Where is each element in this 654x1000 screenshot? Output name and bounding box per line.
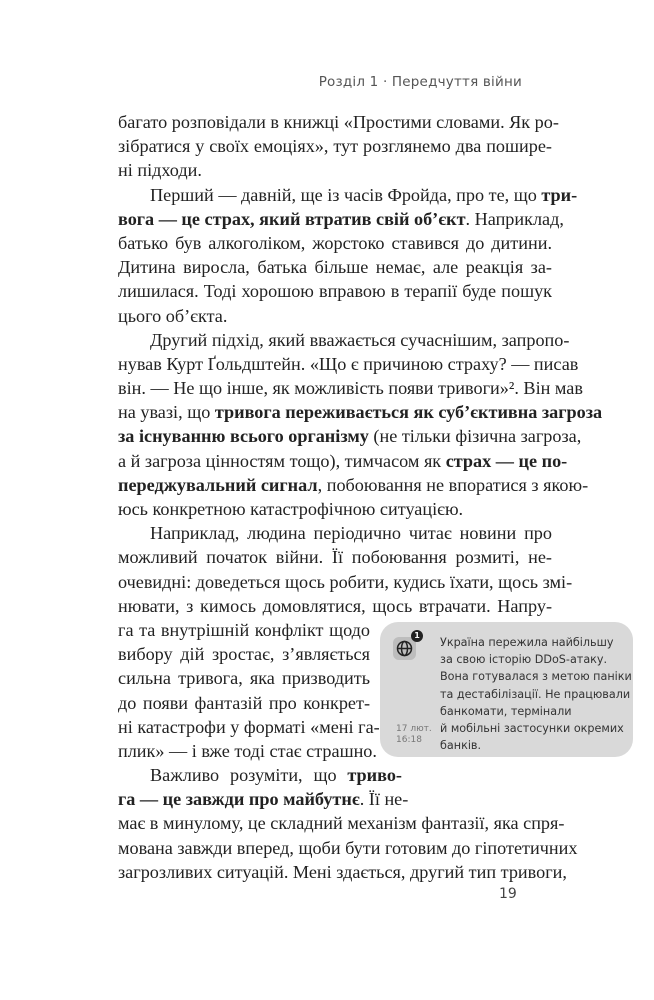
- text-run: га та внутрішній конфлікт щодо: [118, 619, 370, 640]
- text-run: мована завжди вперед, щоби бути готовим до гіпотетичних: [118, 837, 578, 858]
- text-line: [118, 811, 565, 835]
- text-run: ні підходи.: [118, 160, 202, 181]
- bold-text: страх — це по-: [445, 450, 568, 471]
- text-run: можливий початок війни. Її побоювання розмиті, не-: [118, 547, 552, 568]
- text-line: [118, 594, 552, 618]
- message-line: банкомати, термінали: [440, 704, 572, 718]
- message-line: та дестабілізації. Не працювали: [440, 687, 631, 701]
- text-run: батько був алкоголіком, жорстоко ставився до дитини.: [118, 232, 552, 253]
- text-line: [118, 279, 552, 303]
- text-run: , побоювання не впоратися з якою-: [317, 474, 589, 495]
- text-line: [118, 400, 603, 424]
- bold-text: три-: [541, 184, 578, 205]
- text-line: [118, 787, 409, 811]
- text-run: він. — Не що інше, як можливість появи тривоги»². Він мав: [118, 378, 583, 399]
- text-run: сильна тривога, яка призводить: [118, 668, 370, 689]
- bold-text: тривога переживається як суб’єктивна загроза: [214, 402, 603, 423]
- text-line: [118, 231, 552, 255]
- message-line: Україна пережила найбільшу: [440, 636, 614, 649]
- text-run: вибору дій зростає, з’являється: [118, 644, 370, 665]
- text-line: [118, 570, 573, 594]
- text-line: [118, 424, 582, 448]
- body-text: [118, 110, 603, 884]
- notification-time: 16:18: [396, 735, 422, 745]
- notification-card: [380, 622, 633, 757]
- text-run: . Її не-: [359, 789, 409, 810]
- text-line: [118, 207, 564, 231]
- text-run: на увазі, що: [118, 402, 215, 423]
- text-line: [118, 328, 570, 352]
- text-line: [118, 618, 370, 642]
- text-line: [118, 134, 552, 158]
- text-line: [118, 666, 370, 690]
- bold-text: переджувальний сигнал: [118, 474, 318, 495]
- text-run: Дитина виросла, батька більше немає, але реакція за-: [118, 257, 552, 278]
- text-run: ні катастрофи у форматі «мені га-: [118, 716, 380, 737]
- text-line: [118, 183, 578, 207]
- message-line: й мобільні застосунки окремих: [440, 722, 624, 736]
- text-run: Важливо розуміти, що: [150, 765, 348, 786]
- text-run: очевидні: доведеться щось робити, кудись їхати, щось змі-: [118, 571, 573, 592]
- running-header: Розділ 1 · Передчуття війни: [318, 74, 522, 90]
- text-line: [118, 376, 583, 400]
- text-run: багато розповідали в книжці «Простими словами. Як ро-: [118, 112, 559, 132]
- text-run: нував Курт Ґольдштейн. «Що є причиною страху? — писав: [118, 353, 579, 374]
- text-run: лишилася. Тоді хорошою вправою в терапії буде пошук: [118, 281, 552, 302]
- text-line: [118, 449, 568, 473]
- text-run: Перший — давній, ще із часів Фройда, про те, що: [150, 184, 542, 205]
- bold-text: га — це завжди про майбутнє: [118, 789, 360, 810]
- message-line: за свою історію DDoS-атаку.: [440, 653, 608, 667]
- text-run: а й загроза цінностям тощо), тимчасом як: [118, 450, 446, 471]
- text-run: (не тільки фізична загроза,: [368, 426, 582, 447]
- text-run: нювати, з кимось домовлятися, щось втрачати. Напру-: [118, 595, 552, 616]
- text-run: Наприклад, людина періодично читає новини про: [150, 523, 552, 544]
- text-line: [118, 497, 552, 521]
- text-line: [118, 110, 559, 134]
- text-run: загрозливих ситуацій. Мені здається, другий тип тривоги,: [118, 861, 567, 882]
- text-line: [118, 691, 370, 715]
- message-line: банків.: [440, 739, 482, 753]
- bold-text: вога — це страх, який втратив свій об’єкт: [118, 208, 466, 229]
- bold-text: за існуванню всього організму: [118, 426, 369, 447]
- text-line: [118, 739, 377, 763]
- text-run: юсь конкретною катастрофічною ситуацією.: [118, 499, 464, 519]
- text-run: до появи фантазій про конкрет-: [118, 692, 370, 713]
- text-line: [118, 860, 567, 884]
- text-line: [118, 642, 370, 666]
- text-line: [118, 304, 552, 328]
- notification-badge: 1: [411, 630, 423, 642]
- text-run: має в минулому, це складний механізм фантазії, яка спря-: [118, 813, 565, 834]
- message-line: Вона готувалася з метою паніки: [440, 670, 632, 684]
- text-line: [118, 255, 552, 279]
- text-line: [118, 473, 589, 497]
- text-run: Другий підхід, який вважається сучаснішим, запропо-: [150, 329, 570, 350]
- text-run: цього об’єкта.: [118, 305, 228, 326]
- page-number: 19: [499, 886, 517, 902]
- notification-message: [440, 634, 630, 754]
- notification-timestamp: [396, 724, 432, 746]
- text-line: [118, 545, 552, 569]
- text-line: [118, 763, 402, 787]
- text-line: [118, 521, 552, 545]
- text-line: [118, 715, 380, 739]
- text-run: плик» — і вже тоді стає страшно.: [118, 740, 377, 761]
- notification-date: 17 лют.: [396, 724, 432, 734]
- bold-text: триво-: [347, 765, 402, 786]
- text-line: [118, 158, 552, 182]
- text-run: . Наприклад,: [465, 208, 564, 229]
- text-line: [118, 352, 579, 376]
- text-run: зібратися у своїх емоціях», тут розглянемо два пошире-: [118, 136, 552, 157]
- text-line: [118, 836, 578, 860]
